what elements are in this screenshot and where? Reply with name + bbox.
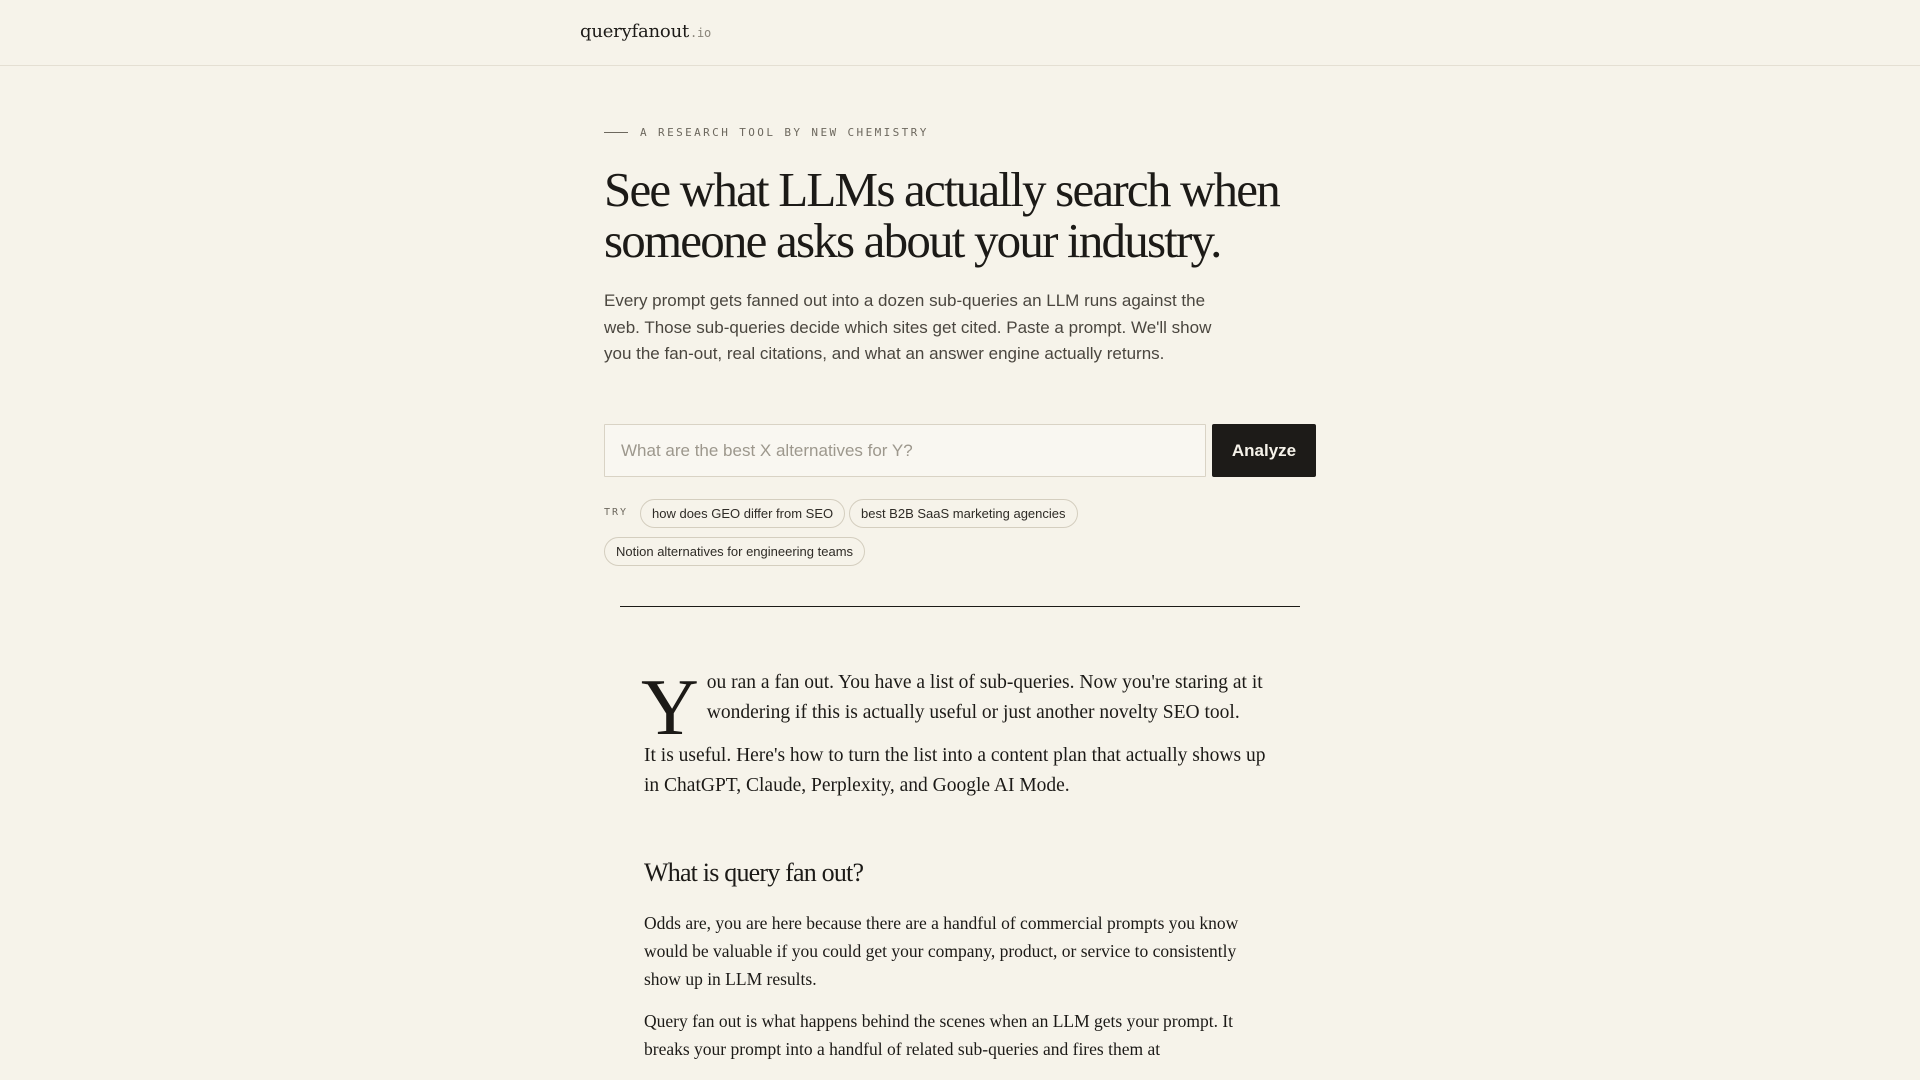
drop-cap: Y — [641, 664, 699, 752]
eyebrow-dash — [604, 132, 628, 133]
article-paragraph: It is useful. Here's how to turn the list into a content plan that actually shows up in ChatGPT, Claude, Perplexity, and Google AI Mode. — [644, 745, 1266, 796]
section-divider — [620, 606, 1300, 607]
suggestion-chip[interactable]: how does GEO differ from SEO — [640, 499, 845, 528]
article-paragraph: Odds are, you are here because there are a handful of commercial prompts you know would be valuable if you could get your company, product, or service to consistently show up in LLM results. — [644, 913, 1239, 989]
suggestion-chip[interactable]: best B2B SaaS marketing agencies — [849, 499, 1078, 528]
eyebrow-text: A RESEARCH TOOL BY NEW CHEMISTRY — [640, 126, 929, 139]
section-heading: What is query fan out? — [644, 858, 864, 887]
analyze-button[interactable]: Analyze — [1212, 424, 1316, 477]
intro-text: ou ran a fan out. You have a list of sub-queries. Now you're staring at it wondering if this is actually useful or just another novelty SEO tool. — [706, 672, 1263, 723]
eyebrow — [604, 126, 929, 139]
top-navbar — [0, 0, 1920, 66]
page-title: See what LLMs actually search when someone asks about your industry. — [604, 162, 1279, 268]
article-intro — [641, 664, 1276, 752]
article-paragraph: Query fan out is what happens behind the scenes when an LLM gets your prompt. It breaks your prompt into a handful of related sub-queries and fires them at — [644, 1011, 1234, 1059]
article-body — [641, 664, 1276, 1063]
logo-name: queryfanout — [580, 21, 689, 42]
site-logo[interactable] — [580, 21, 711, 42]
prompt-input[interactable] — [604, 424, 1206, 477]
hero-description: Every prompt gets fanned out into a dozen sub-queries an LLM runs against the web. Those sub-queries decide which sites get cited. Paste a prompt. We'll show you the fan-out, real citations, and what an answer engine actually returns. — [604, 291, 1212, 363]
try-label: TRY — [604, 507, 629, 518]
logo-tld: .io — [690, 26, 712, 40]
suggestion-chip[interactable]: Notion alternatives for engineering teams — [604, 537, 865, 566]
